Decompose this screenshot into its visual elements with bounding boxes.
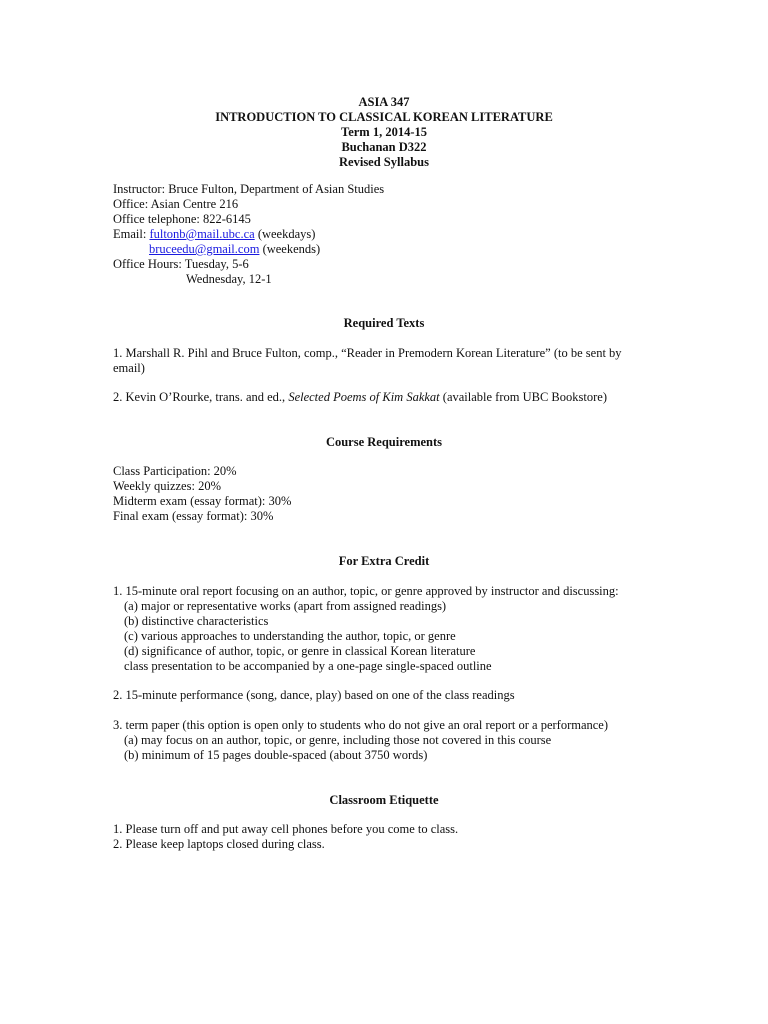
extra-credit-heading: For Extra Credit — [338, 554, 430, 568]
requirement-item: Class Participation: 20% — [113, 464, 237, 478]
extra-credit-item-2: 2. 15-minute performance (song, dance, play) based on one of the class readings — [113, 688, 515, 702]
required-text-2-prefix: 2. Kevin O’Rourke, trans. and ed., — [113, 390, 289, 404]
instructor-email-line — [113, 227, 315, 242]
course-term: Term 1, 2014-15 — [341, 125, 427, 139]
requirement-item: Midterm exam (essay format): 30% — [113, 494, 292, 508]
required-text-2 — [113, 390, 607, 405]
office-hours-2: Wednesday, 12-1 — [186, 272, 272, 286]
instructor-phone: Office telephone: 822-6145 — [113, 212, 251, 226]
extra-credit-item-1: 1. 15-minute oral report focusing on an author, topic, or genre approved by instructor and discussing: — [113, 584, 619, 598]
email-label: Email: — [113, 227, 150, 241]
course-code: ASIA 347 — [358, 95, 410, 109]
revised-label: Revised Syllabus — [339, 155, 429, 169]
classroom-etiquette-heading: Classroom Etiquette — [329, 793, 439, 807]
required-text-2-suffix: (available from UBC Bookstore) — [439, 390, 607, 404]
extra-credit-subitem: class presentation to be accompanied by a one-page single-spaced outline — [124, 659, 492, 673]
extra-credit-subitem: (a) may focus on an author, topic, or genre, including those not covered in this course — [124, 733, 552, 747]
course-title: INTRODUCTION TO CLASSICAL KOREAN LITERATURE — [215, 110, 553, 124]
syllabus-header — [0, 95, 768, 170]
required-texts-heading: Required Texts — [343, 316, 425, 330]
required-text-1-line2: email) — [113, 361, 145, 375]
email-link-weekends[interactable]: bruceedu@gmail.com — [149, 242, 260, 256]
extra-credit-subitem: (a) major or representative works (apart from assigned readings) — [124, 599, 447, 613]
extra-credit-subitem: (c) various approaches to understanding the author, topic, or genre — [124, 629, 456, 643]
requirement-item: Weekly quizzes: 20% — [113, 479, 221, 493]
office-hours-1: Office Hours: Tuesday, 5-6 — [113, 257, 249, 271]
email-weekends-note: (weekends) — [259, 242, 321, 256]
extra-credit-subitem: (b) distinctive characteristics — [124, 614, 269, 628]
required-text-2-title: Selected Poems of Kim Sakkat — [288, 390, 440, 404]
email-link-weekdays[interactable]: fultonb@mail.ubc.ca — [149, 227, 255, 241]
etiquette-item: 2. Please keep laptops closed during class. — [113, 837, 325, 851]
extra-credit-subitem: (b) minimum of 15 pages double-spaced (about 3750 words) — [124, 748, 428, 762]
email-weekdays-note: (weekdays) — [254, 227, 316, 241]
instructor-name: Instructor: Bruce Fulton, Department of Asian Studies — [113, 182, 385, 196]
course-requirements-heading: Course Requirements — [325, 435, 443, 449]
required-text-1-line1: 1. Marshall R. Pihl and Bruce Fulton, comp., “Reader in Premodern Korean Literature” (to be sent by — [113, 346, 622, 360]
course-room: Buchanan D322 — [341, 140, 427, 154]
instructor-email2-line — [149, 242, 320, 257]
etiquette-item: 1. Please turn off and put away cell phones before you come to class. — [113, 822, 459, 836]
requirement-item: Final exam (essay format): 30% — [113, 509, 274, 523]
extra-credit-subitem: (d) significance of author, topic, or genre in classical Korean literature — [124, 644, 476, 658]
instructor-office: Office: Asian Centre 216 — [113, 197, 239, 211]
extra-credit-item-3: 3. term paper (this option is open only to students who do not give an oral report or a performance) — [113, 718, 609, 732]
